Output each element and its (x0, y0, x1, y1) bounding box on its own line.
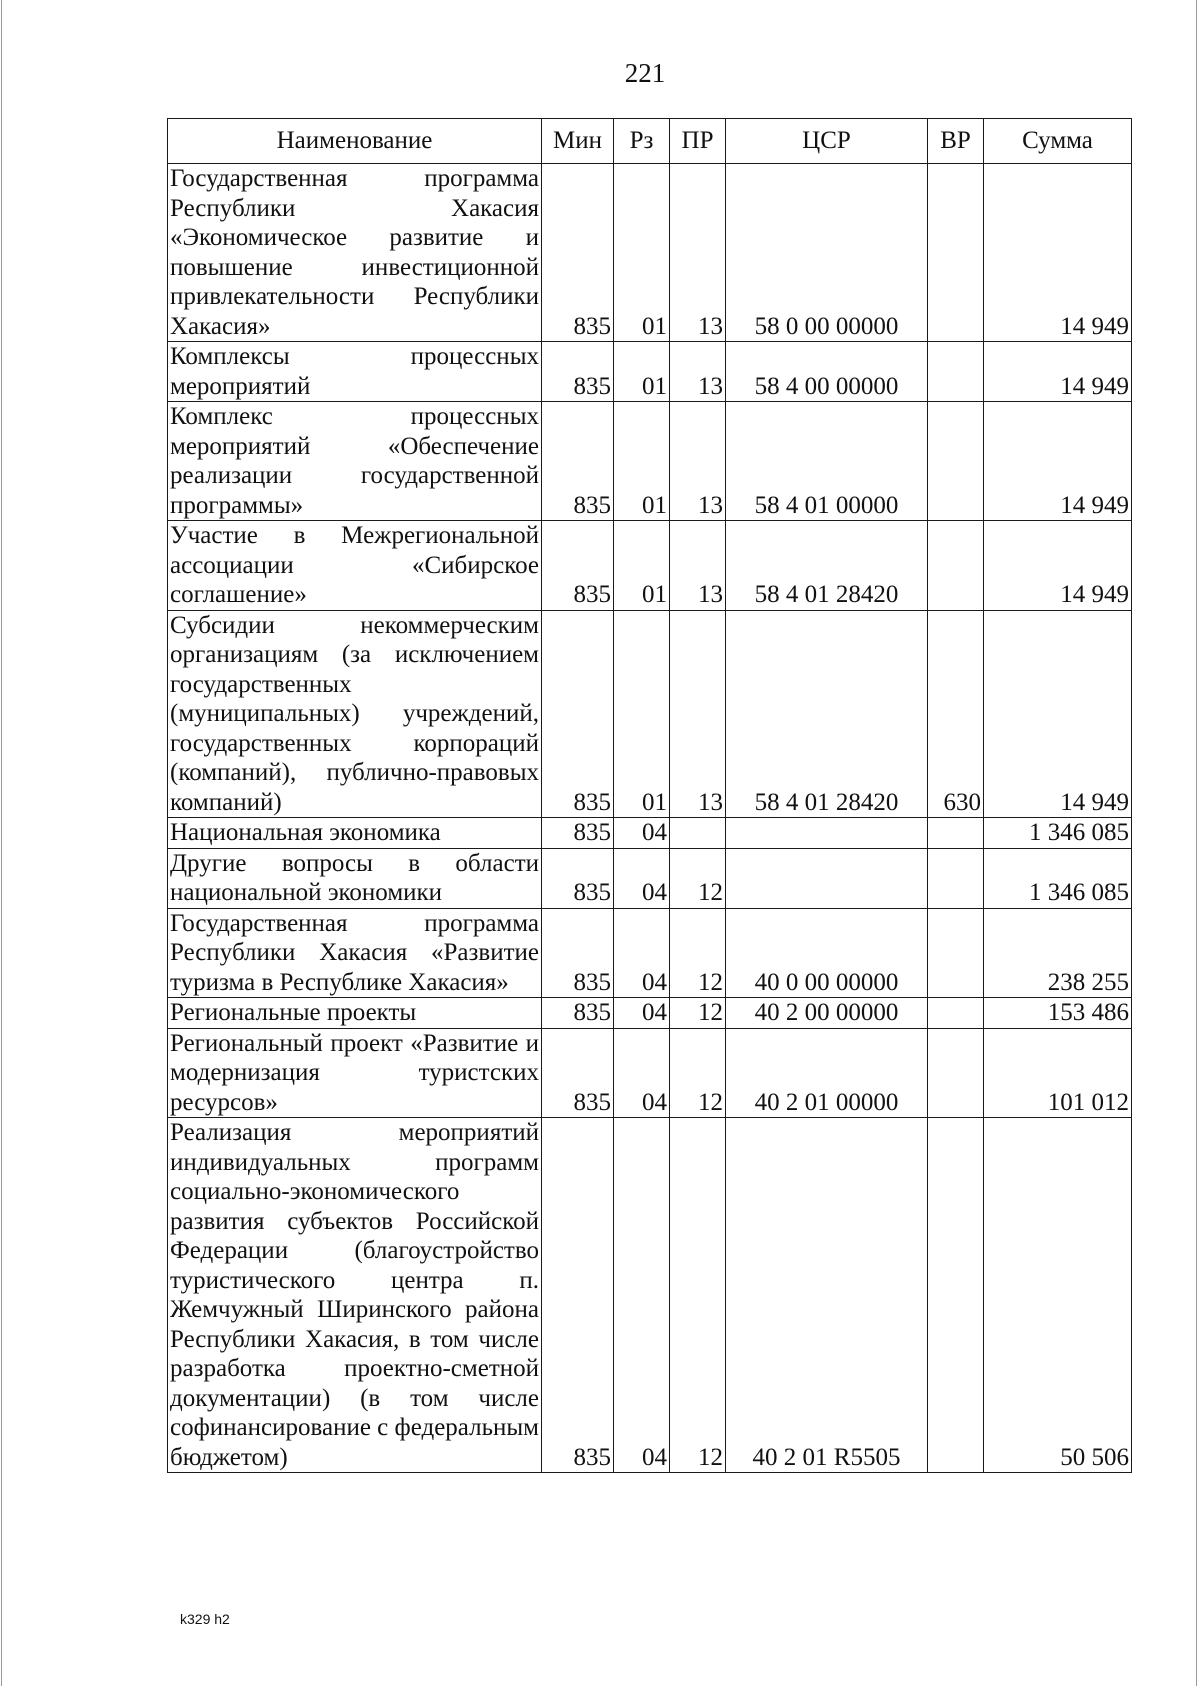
row-min: 835 (542, 1028, 614, 1118)
row-rz: 01 (614, 521, 670, 611)
header-name: Наименование (168, 119, 542, 164)
row-name: Комплекс процессных мероприятий «Обеспечение реализации государственной программы» (168, 402, 542, 521)
page-number: 221 (624, 58, 666, 88)
header-pr: ПР (670, 119, 726, 164)
row-pr: 13 (670, 521, 726, 611)
row-csr (726, 818, 928, 849)
row-rz: 04 (614, 1118, 670, 1473)
header-vr: ВР (928, 119, 984, 164)
row-vr: 630 (928, 610, 984, 818)
row-sum: 238 255 (984, 908, 1132, 998)
row-min: 835 (542, 998, 614, 1029)
table-row (168, 848, 1132, 908)
row-min: 835 (542, 1118, 614, 1473)
row-sum: 14 949 (984, 164, 1132, 342)
row-name: Участие в Межрегиональной ассоциации «Сибирское соглашение» (168, 521, 542, 611)
row-csr: 58 4 00 00000 (726, 342, 928, 402)
row-csr: 58 4 01 28420 (726, 610, 928, 818)
header-csr: ЦСР (726, 119, 928, 164)
scan-right-edge (1196, 0, 1197, 1686)
budget-table (167, 118, 1132, 1473)
row-min: 835 (542, 818, 614, 849)
table-row (168, 164, 1132, 342)
row-min: 835 (542, 521, 614, 611)
row-sum: 1 346 085 (984, 848, 1132, 908)
row-sum: 153 486 (984, 998, 1132, 1029)
row-pr: 13 (670, 164, 726, 342)
row-pr: 12 (670, 908, 726, 998)
row-rz: 04 (614, 848, 670, 908)
row-vr (928, 342, 984, 402)
row-csr (726, 848, 928, 908)
row-sum: 14 949 (984, 402, 1132, 521)
row-name: Государственная программа Республики Хакасия «Экономическое развитие и повышение инвестиционной привлекательности Республики Хакасия» (168, 164, 542, 342)
row-sum: 1 346 085 (984, 818, 1132, 849)
row-sum: 14 949 (984, 342, 1132, 402)
row-rz: 01 (614, 402, 670, 521)
table-row (168, 521, 1132, 611)
row-pr: 12 (670, 1118, 726, 1473)
row-vr (928, 402, 984, 521)
row-sum: 101 012 (984, 1028, 1132, 1118)
row-name: Субсидии некоммерческим организациям (за исключением государственных (муниципальных) учреждений, государственных корпораций (компаний), публично-правовых компаний) (168, 610, 542, 818)
row-min: 835 (542, 164, 614, 342)
row-pr: 12 (670, 1028, 726, 1118)
row-csr: 40 2 00 00000 (726, 998, 928, 1029)
table-row (168, 908, 1132, 998)
row-name: Другие вопросы в области национальной экономики (168, 848, 542, 908)
row-min: 835 (542, 342, 614, 402)
scan-left-edge (1, 0, 2, 1686)
row-min: 835 (542, 908, 614, 998)
table-row (168, 818, 1132, 849)
row-pr: 13 (670, 610, 726, 818)
header-sum: Сумма (984, 119, 1132, 164)
row-vr (928, 1028, 984, 1118)
row-vr (928, 1118, 984, 1473)
row-csr: 58 4 01 28420 (726, 521, 928, 611)
row-rz: 04 (614, 998, 670, 1029)
row-vr (928, 848, 984, 908)
row-name: Региональный проект «Развитие и модернизация туристских ресурсов» (168, 1028, 542, 1118)
row-min: 835 (542, 610, 614, 818)
row-pr: 13 (670, 342, 726, 402)
row-pr (670, 818, 726, 849)
footer-document-code: k329 h2 (180, 1611, 230, 1627)
row-csr: 40 2 01 00000 (726, 1028, 928, 1118)
row-vr (928, 521, 984, 611)
row-name: Реализация мероприятий индивидуальных программ социально-экономического развития субъектов Российской Федерации (благоустройство туристического центра п. Жемчужный Ширинского района Республики Хакасия, в том числе разработка проектно-сметной документации) (в том числе софинансирование с федеральным бюджетом) (168, 1118, 542, 1473)
row-sum: 50 506 (984, 1118, 1132, 1473)
row-csr: 58 0 00 00000 (726, 164, 928, 342)
row-vr (928, 998, 984, 1029)
row-name: Государственная программа Республики Хакасия «Развитие туризма в Республике Хакасия» (168, 908, 542, 998)
table-row (168, 402, 1132, 521)
row-vr (928, 818, 984, 849)
table-row (168, 1118, 1132, 1473)
table-row (168, 610, 1132, 818)
row-min: 835 (542, 848, 614, 908)
table-row (168, 1028, 1132, 1118)
row-pr: 12 (670, 848, 726, 908)
row-vr (928, 908, 984, 998)
row-name: Региональные проекты (168, 998, 542, 1029)
header-rz: Рз (614, 119, 670, 164)
row-csr: 40 2 01 R5505 (726, 1118, 928, 1473)
header-min: Мин (542, 119, 614, 164)
row-csr: 40 0 00 00000 (726, 908, 928, 998)
table-row (168, 998, 1132, 1029)
row-sum: 14 949 (984, 521, 1132, 611)
row-rz: 01 (614, 610, 670, 818)
row-min: 835 (542, 402, 614, 521)
row-rz: 04 (614, 908, 670, 998)
row-rz: 04 (614, 1028, 670, 1118)
row-pr: 13 (670, 402, 726, 521)
table-row (168, 342, 1132, 402)
row-name: Комплексы процессных мероприятий (168, 342, 542, 402)
row-sum: 14 949 (984, 610, 1132, 818)
row-rz: 01 (614, 342, 670, 402)
row-vr (928, 164, 984, 342)
row-name: Национальная экономика (168, 818, 542, 849)
row-rz: 04 (614, 818, 670, 849)
row-pr: 12 (670, 998, 726, 1029)
row-rz: 01 (614, 164, 670, 342)
table-header-row (168, 119, 1132, 164)
row-csr: 58 4 01 00000 (726, 402, 928, 521)
